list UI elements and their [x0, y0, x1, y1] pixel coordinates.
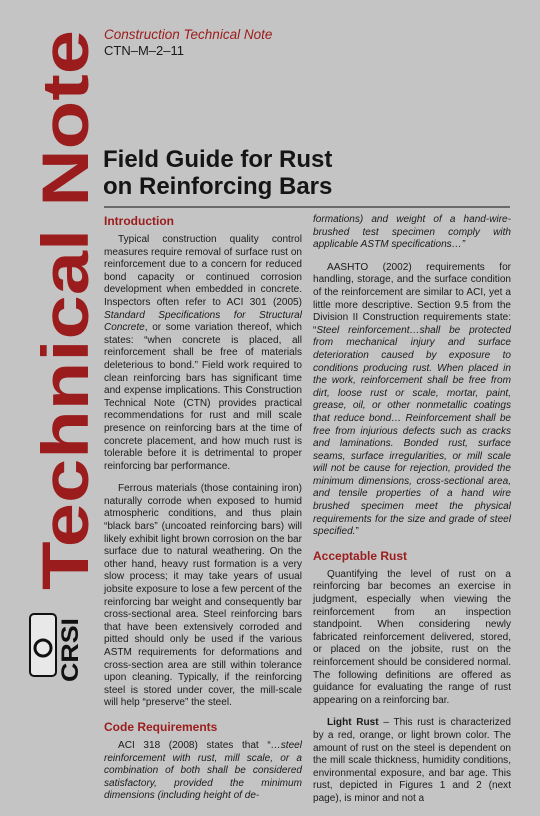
- document-code: CTN–M–2–11: [104, 43, 184, 58]
- left-column: [104, 214, 302, 813]
- light-rust-paragraph: [313, 717, 511, 805]
- aashto-text: AASHTO (2002) requirements for handling, storage, and the surface condition of the reinforcement are similar to ACI, yet a little more descriptive. Section 9.5 from the Division II Construction requirements state: “: [313, 261, 511, 336]
- intro-p1-text-cont: , or some variation thereof, which states: “when concrete is placed, all reinforcement shall be free of materials deleterious to bond.” Field work required to clean reinforcing bars has significant time and expense implications. This Construction Technical Note (CTN) provides practical recommendations for rust and mill scale presence on reinforcing bars at the time of concrete placement, and how much rust is tolerable before it is detrimental to proper reinforcing bar performance.: [104, 322, 302, 472]
- light-rust-text: – This rust is characterized by a red, orange, or light brown color. The amount of rust on the steel is dependent on the mill scale thickness, humidity conditions, environmental exposure, and bar age. This rust, depicted in Figures 1 and 2 (next page), is minor and not a: [313, 717, 511, 804]
- title-line-1: Field Guide for Rust: [103, 146, 333, 173]
- page-title: [103, 146, 332, 200]
- code-requirements-heading: Code Requirements: [104, 719, 218, 734]
- crsi-logo: [28, 608, 90, 688]
- vertical-title-band: [28, 28, 102, 618]
- right-column: [313, 214, 511, 816]
- introduction-heading: Introduction: [104, 214, 174, 228]
- logo-text: CRSI: [57, 624, 84, 682]
- title-divider: [104, 206, 510, 208]
- vertical-title-text: Technical Note: [28, 125, 102, 590]
- series-label: Construction Technical Note: [104, 27, 273, 42]
- continued-quote: formations) and weight of a hand-wire-brushed test specimen comply with applicable ASTM specifications…”: [313, 214, 511, 251]
- intro-p1-citation: Standard Specifications for Structural Concrete: [104, 309, 302, 334]
- code-paragraph-1: [104, 740, 302, 803]
- code-p1-quote: …steel reinforcement with rust, mill scale, or a combination of both shall be considered satisfactory, provided the minimum dimensions (including height of de-: [104, 739, 302, 802]
- vertical-title-graphic: [28, 28, 102, 618]
- light-rust-label: Light Rust: [327, 717, 379, 729]
- aashto-paragraph: [313, 262, 511, 539]
- aashto-quote: Steel reinforcement…shall be protected from mechanical injury and surface deterioration caused by exposure to conditions producing rust. When placed in the work, reinforcement shall be free from dirt, loose rust or scale, mortar, paint, grease, oil, or other nonmetallic coatings that reduce bond… Reinforcement shall be free from injurious defects such as cracks and laminations. Bonded rust, surface seams, surface irregularities, or mill scale will not be cause for rejection, provided the minimum dimensions, cross-sectional area, and tensile properties of a hand wire brushed specimen meet the physical requirements for the size and grade of steel specified.: [313, 324, 511, 538]
- intro-p1-text: Typical construction quality control measures require removal of surface rust on reinforcement due to a concern for reduced bond capacity or continued corrosion development when embedded in concrete. Inspectors often refer to ACI 301 (2005): [104, 234, 302, 308]
- intro-paragraph-1: [104, 234, 302, 473]
- acceptable-paragraph-1: Quantifying the level of rust on a reinforcing bar becomes an exercise in judgment, especially when viewing the reinforcement from an inspection standpoint. When considering newly fabricated reinforcement delivered, stored, or placed on the jobsite, rust on the reinforcement should be considered normal. The following definitions are offered as guidance for evaluating the range of rust appearing on a reinforcing bar.: [313, 568, 511, 706]
- intro-paragraph-2: Ferrous materials (those containing iron) naturally corrode when exposed to humid atmospheric conditions, and thus plain “black bars” (uncoated reinforcing bars) will likely exhibit light brown corrosion on the bar surface due to natural weathering. On the other hand, heavy rust formation is a very slow process; it may take years of usual jobsite exposure to lose a few percent of the reinforcing bar weight and consequently bar cross-sectional area. Steel reinforcing bars that have been extensively corroded and pitted should only be used if the various ASTM requirements for deformations and cross-section area are still within tolerance upon cleaning. Typically, if the reinforcing steel is stored under cover, the mill-scale will help “preserve” the steel.: [104, 483, 302, 709]
- acceptable-rust-heading: Acceptable Rust: [313, 548, 408, 563]
- title-line-2: on Reinforcing Bars: [103, 173, 333, 200]
- aashto-quote-end: ”: [355, 526, 359, 538]
- code-p1-text: ACI 318 (2008) states that “: [118, 739, 271, 751]
